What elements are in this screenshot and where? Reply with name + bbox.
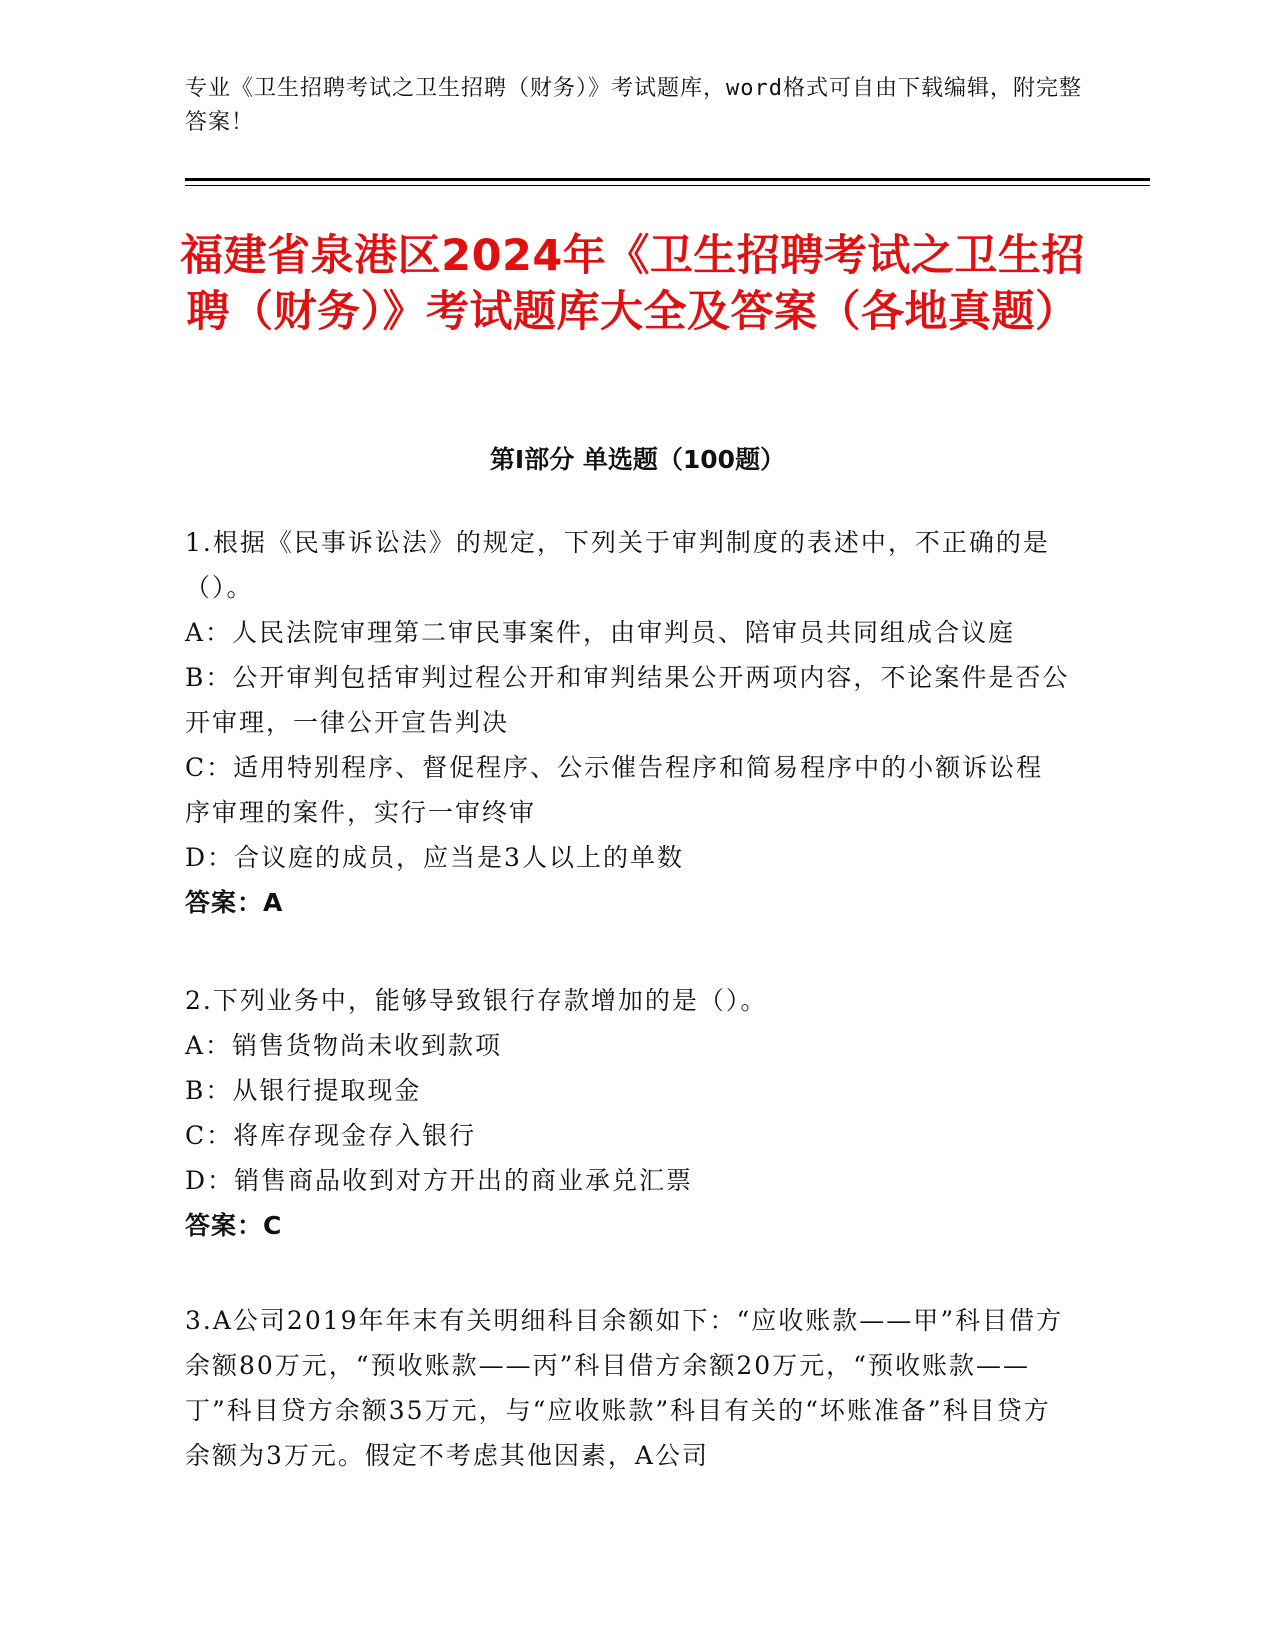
section-heading: 第Ⅰ部分 单选题（100题） [489, 445, 786, 474]
header-rule-thin [185, 185, 1150, 186]
header-note: 专业《卫生招聘考试之卫生招聘（财务）》考试题库，word格式可自由下载编辑，附完整答案！ [185, 76, 1082, 135]
header-rule-thick [185, 178, 1150, 181]
question-stem: 3.A公司2019年年末有关明细科目余额如下：“应收账款——甲”科目借方余额80万元，“预收账款——丙”科目借方余额20万元，“预收账款——丁”科目贷方余额35万元，与“应收账款”科目有关的“坏账准备”科目贷方余额为3万元。假定不考虑其他因素，A公司 [185, 1306, 1064, 1470]
question-stem: 1.根据《民事诉讼法》的规定，下列关于审判制度的表述中，不正确的是（）。 [185, 528, 1050, 602]
question-1 [185, 520, 1070, 925]
option-d: D：销售商品收到对方开出的商业承兑汇票 [185, 1166, 694, 1195]
option-d: D：合议庭的成员，应当是3人以上的单数 [185, 843, 684, 872]
option-a: A：销售货物尚未收到款项 [185, 1031, 503, 1060]
document-title: 福建省泉港区2024年《卫生招聘考试之卫生招聘（财务）》考试题库大全及答案（各地真题） [180, 231, 1085, 337]
option-b: B：从银行提取现金 [185, 1076, 422, 1105]
question-3 [185, 1298, 1070, 1478]
question-stem: 2.下列业务中，能够导致银行存款增加的是（）。 [185, 986, 768, 1015]
question-2 [185, 978, 1070, 1248]
option-c: C：将库存现金存入银行 [185, 1121, 477, 1150]
option-c: C：适用特别程序、督促程序、公示催告程序和简易程序中的小额诉讼程序审理的案件，实行一审终审 [185, 753, 1044, 827]
option-b: B：公开审判包括审判过程公开和审判结果公开两项内容，不论案件是否公开审理，一律公开宣告判决 [185, 663, 1070, 737]
answer: 答案：A [185, 888, 284, 917]
answer: 答案：C [185, 1211, 283, 1240]
option-a: A：人民法院审理第二审民事案件，由审判员、陪审员共同组成合议庭 [185, 618, 1016, 647]
